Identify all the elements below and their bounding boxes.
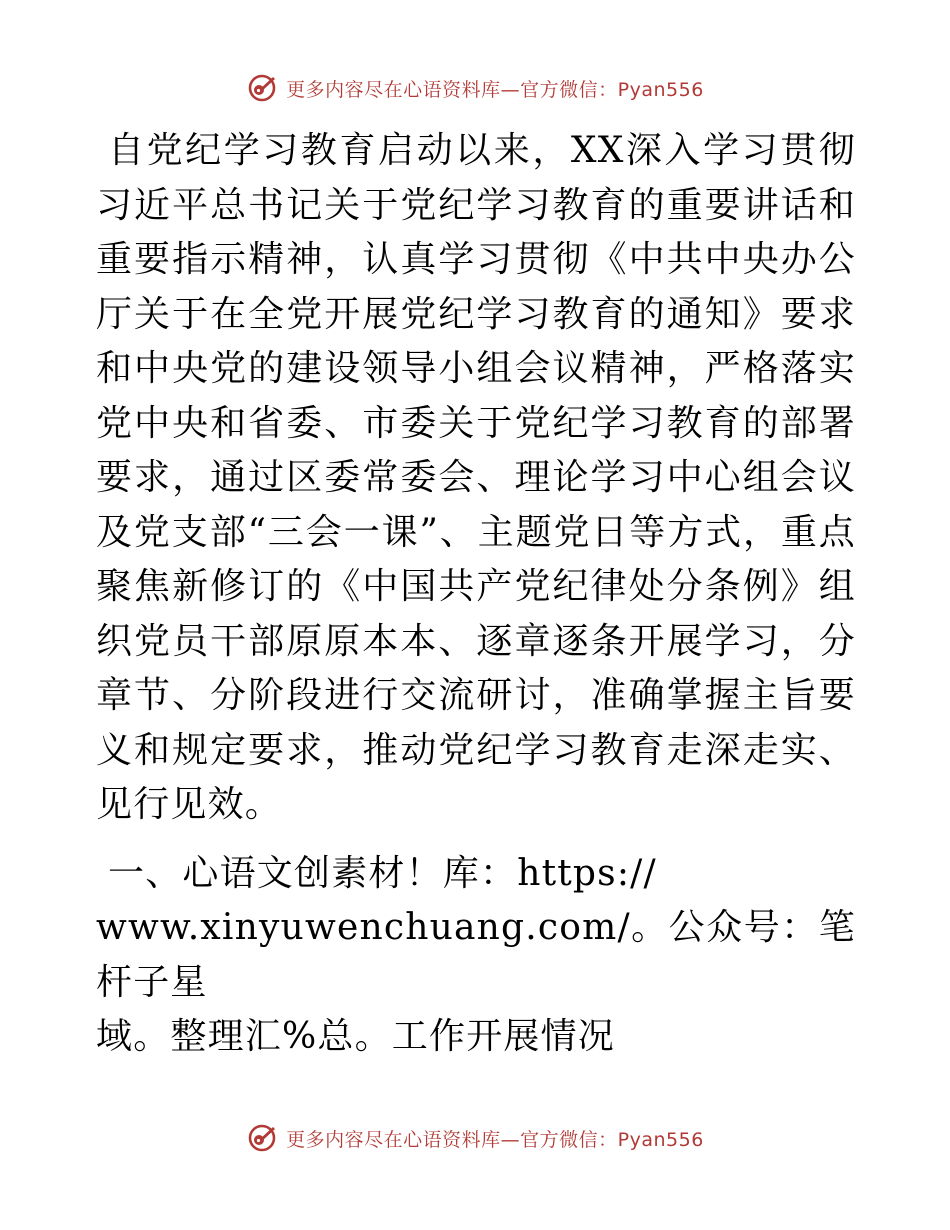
footer-watermark [0, 1122, 950, 1154]
watermark-text: 更多内容尽在心语资料库—官方微信：Pyan556 [286, 1128, 704, 1151]
brand-logo-icon [246, 1122, 278, 1154]
section-heading-line-2: www.xinyuwenchuang.com/。公众号：笔杆子星 [96, 907, 856, 1003]
section-heading-line-1: 一、心语文创素材！库：https:// [108, 852, 657, 894]
document-body [96, 124, 856, 1065]
brand-logo-icon [246, 72, 278, 104]
watermark-text: 更多内容尽在心语资料库—官方微信：Pyan556 [286, 78, 704, 101]
header-watermark [0, 72, 950, 104]
section-heading-line-3: 域。整理汇%总。工作开展情况 [96, 1016, 616, 1057]
section-heading [96, 847, 856, 1065]
body-paragraph: 自党纪学习教育启动以来，XX深入学习贯彻习近平总书记关于党纪学习教育的重要讲话和重要指示精神，认真学习贯彻《中共中央办公厅关于在全党开展党纪学习教育的通知》要求和中央党的建设领导小组会议精神，严格落实党中央和省委、市委关于党纪学习教育的部署要求，通过区委常委会、理论学习中心组会议及党支部“三会一课”、主题党日等方式，重点聚焦新修订的《中国共产党纪律处分条例》组织党员干部原原本本、逐章逐条开展学习，分章节、分阶段进行交流研讨，准确掌握主旨要义和规定要求，推动党纪学习教育走深走实、见行见效。 [96, 130, 856, 825]
